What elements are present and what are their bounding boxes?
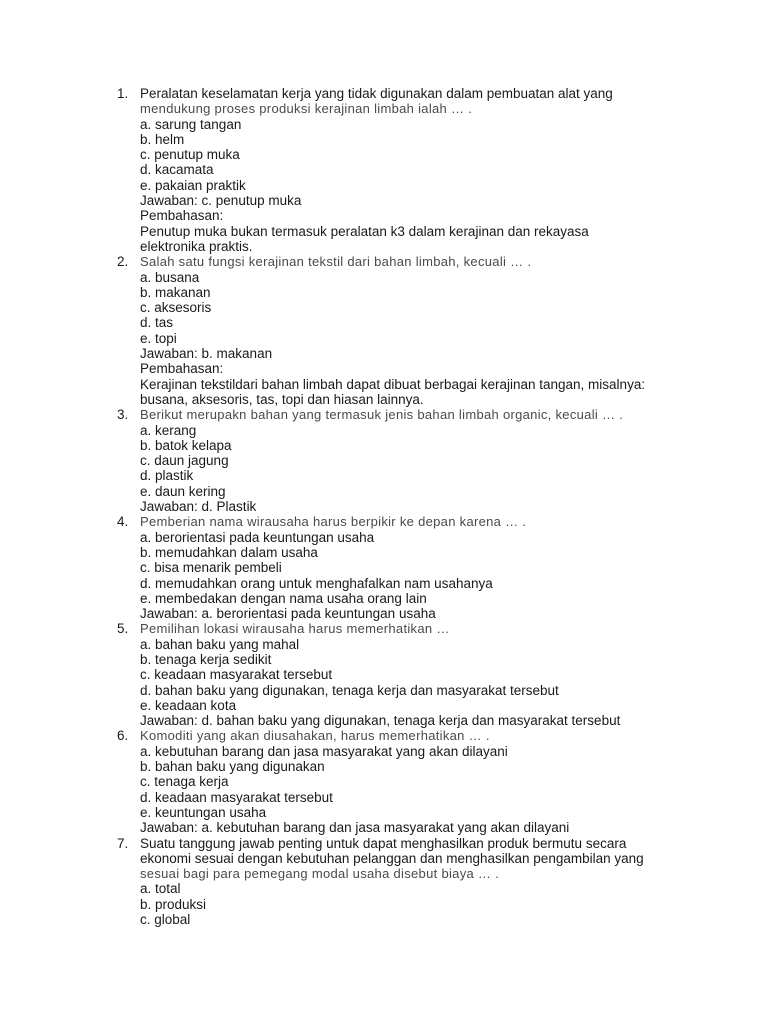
option-e: e. topi <box>140 330 177 346</box>
answer: Jawaban: d. Plastik <box>140 499 257 515</box>
question-text: mendukung proses produksi kerajinan limbah ialah … . <box>140 101 473 117</box>
explanation-label: Pembahasan: <box>140 208 224 224</box>
question-text: Berikut merupakn bahan yang termasuk jenis bahan limbah organic, kecuali … . <box>140 407 624 423</box>
question-text: Komoditi yang akan diusahakan, harus memerhatikan … . <box>140 728 490 744</box>
option-e: e. pakaian praktik <box>140 177 246 193</box>
question-1 <box>0 86 768 254</box>
option-b: b. produksi <box>140 896 207 912</box>
answer: Jawaban: d. bahan baku yang digunakan, tenaga kerja dan masyarakat tersebut <box>140 713 621 729</box>
explanation-text: Kerajinan tekstildari bahan limbah dapat dibuat berbagai kerajinan tangan, misalnya: <box>140 376 646 392</box>
option-e: e. keadaan kota <box>140 697 237 713</box>
option-c: c. daun jagung <box>140 453 229 469</box>
question-text: Suatu tanggung jawab penting untuk dapat menghasilkan produk bermutu secara <box>140 835 627 851</box>
option-c: c. tenaga kerja <box>140 774 229 790</box>
option-e: e. keuntungan usaha <box>140 804 267 820</box>
question-text: sesuai bagi para pemegang modal usaha disebut biaya … . <box>140 866 500 882</box>
explanation-text: busana, aksesoris, tas, topi dan hiasan lainnya. <box>140 391 424 407</box>
option-a: a. total <box>140 881 181 897</box>
option-a: a. kerang <box>140 422 197 438</box>
answer: Jawaban: b. makanan <box>140 346 273 362</box>
question-number: 5. <box>117 621 129 637</box>
option-c: c. bisa menarik pembeli <box>140 560 282 576</box>
option-b: b. makanan <box>140 284 211 300</box>
question-text: Salah satu fungsi kerajinan tekstil dari bahan limbah, kecuali … . <box>140 254 532 270</box>
question-number: 1. <box>117 86 129 101</box>
option-d: d. keadaan masyarakat tersebut <box>140 789 333 805</box>
option-b: b. bahan baku yang digunakan <box>140 759 325 775</box>
option-b: b. helm <box>140 131 185 147</box>
option-a: a. kebutuhan barang dan jasa masyarakat yang akan dilayani <box>140 743 508 759</box>
option-e: e. membedakan dengan nama usaha orang lain <box>140 590 427 606</box>
option-c: c. penutup muka <box>140 147 240 163</box>
question-text: Peralatan keselamatan kerja yang tidak digunakan dalam pembuatan alat yang <box>140 86 613 101</box>
explanation-text: elektronika praktis. <box>140 238 253 254</box>
option-b: b. batok kelapa <box>140 437 232 453</box>
question-4 <box>0 514 768 621</box>
explanation-label: Pembahasan: <box>140 361 224 377</box>
option-d: d. tas <box>140 315 174 331</box>
question-number: 6. <box>117 728 129 744</box>
option-d: d. bahan baku yang digunakan, tenaga kerja dan masyarakat tersebut <box>140 682 559 698</box>
option-a: a. sarung tangan <box>140 116 242 132</box>
explanation-text: Penutup muka bukan termasuk peralatan k3 dalam kerajinan dan rekayasa <box>140 223 589 239</box>
option-b: b. tenaga kerja sedikit <box>140 651 272 667</box>
option-b: b. memudahkan dalam usaha <box>140 544 318 560</box>
question-number: 4. <box>117 514 129 530</box>
question-2 <box>0 254 768 407</box>
option-a: a. busana <box>140 269 200 285</box>
answer: Jawaban: a. kebutuhan barang dan jasa masyarakat yang akan dilayani <box>140 820 570 836</box>
question-text: Pemberian nama wirausaha harus berpikir ke depan karena … . <box>140 514 527 530</box>
question-6 <box>0 728 768 835</box>
question-number: 7. <box>117 835 129 851</box>
option-d: d. kacamata <box>140 162 214 178</box>
option-a: a. berorientasi pada keuntungan usaha <box>140 529 375 545</box>
answer: Jawaban: a. berorientasi pada keuntungan usaha <box>140 606 436 622</box>
answer: Jawaban: c. penutup muka <box>140 193 302 209</box>
question-text: ekonomi sesuai dengan kebutuhan pelanggan dan menghasilkan pengambilan yang <box>140 850 644 866</box>
question-7 <box>0 836 768 928</box>
option-d: d. memudahkan orang untuk menghafalkan nam usahanya <box>140 575 493 591</box>
question-3 <box>0 407 768 514</box>
option-c: c. global <box>140 912 191 928</box>
question-number: 3. <box>117 407 129 423</box>
option-e: e. daun kering <box>140 483 226 499</box>
question-5 <box>0 621 768 728</box>
question-number: 2. <box>117 254 129 270</box>
option-d: d. plastik <box>140 468 194 484</box>
option-a: a. bahan baku yang mahal <box>140 636 300 652</box>
option-c: c. aksesoris <box>140 300 212 316</box>
question-text: Pemilihan lokasi wirausaha harus memerhatikan … <box>140 621 450 637</box>
quiz-document <box>0 86 768 927</box>
option-c: c. keadaan masyarakat tersebut <box>140 667 333 683</box>
